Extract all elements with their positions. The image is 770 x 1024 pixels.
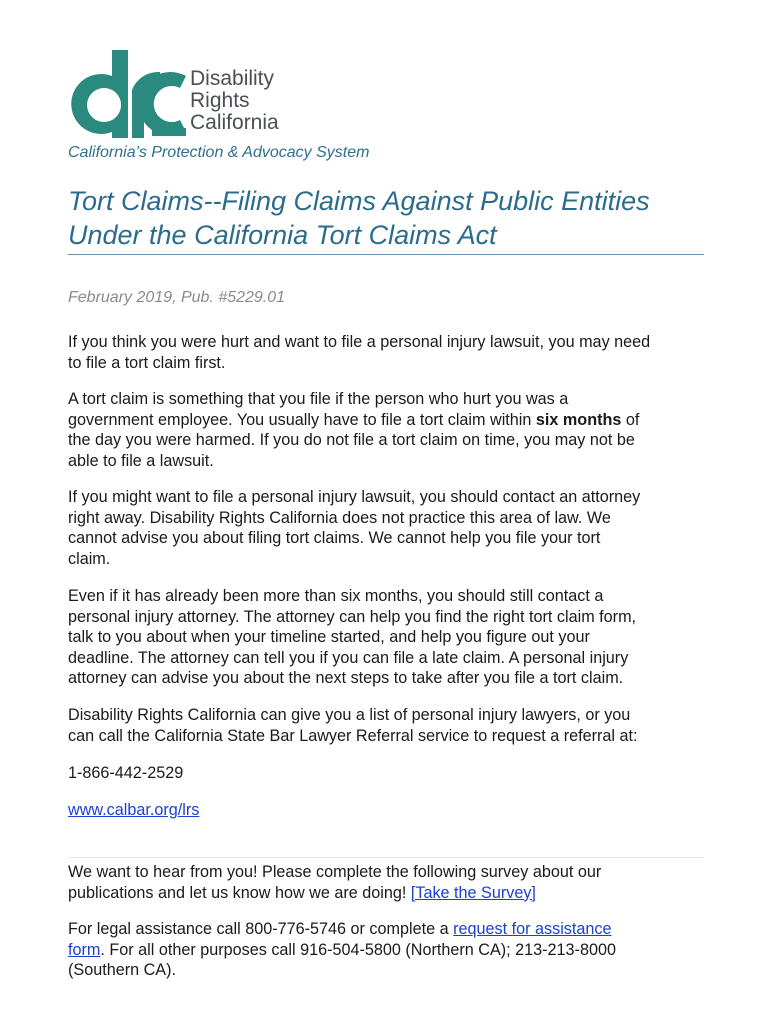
contact-paragraph [68, 919, 708, 981]
title-line-2: Under the California Tort Claims Act [68, 220, 497, 250]
logo-line-1: Disability [190, 67, 275, 90]
title-divider [68, 254, 704, 255]
text-line [68, 883, 708, 904]
text-line [68, 940, 708, 961]
paragraph-1 [68, 332, 708, 373]
text-line: personal injury attorney. The attorney can help you find the right tort claim form, [68, 607, 637, 626]
referral-phone: 1-866-442-2529 [68, 764, 184, 782]
title-line-1: Tort Claims--Filing Claims Against Public Entities [68, 186, 650, 216]
section-divider [68, 857, 704, 858]
text-line: talk to you about when your timeline started, and help you figure out your [68, 628, 590, 647]
emphasis-six-months: six months [535, 410, 622, 429]
text-line: to file a tort claim first. [68, 353, 226, 372]
text-line: (Southern CA). [68, 961, 176, 980]
logo-wordmark [190, 68, 279, 134]
request-assistance-link[interactable]: request for assistance [453, 920, 612, 938]
text-line: We want to hear from you! Please complete the following survey about our [68, 863, 602, 881]
paragraph-4 [68, 586, 708, 689]
paragraph-5 [68, 705, 708, 746]
logo-line-2: Rights [190, 89, 250, 112]
text-span: of [621, 410, 640, 429]
text-line: deadline. The attorney can tell you if you can file a late claim. A personal injury [68, 648, 629, 667]
text-line: attorney can advise you about the next steps to take after you file a tort claim. [68, 669, 624, 688]
logo-line-3: California [190, 111, 279, 134]
publication-date: February 2019, Pub. #5229.01 [68, 289, 286, 306]
drc-logo [68, 46, 308, 146]
text-span: government employee. You usually have to file a tort claim within [68, 410, 536, 429]
text-line: able to file a lawsuit. [68, 451, 214, 470]
request-assistance-link-cont[interactable]: form [68, 940, 101, 959]
text-span: . For all other purposes call 916-504-5800 (Northern CA); 213-213-8000 [100, 940, 616, 959]
text-line: If you might want to file a personal injury lawsuit, you should contact an attorney [68, 488, 641, 506]
calbar-link[interactable]: www.calbar.org/lrs [68, 801, 200, 819]
paragraph-2 [68, 389, 708, 471]
tagline: California’s Protection & Advocacy System [68, 144, 370, 161]
text-line: the day you were harmed. If you do not file a tort claim on time, you may not be [68, 431, 635, 450]
text-line: A tort claim is something that you file if the person who hurt you was a [68, 390, 569, 408]
text-line [68, 919, 708, 940]
page-title [68, 184, 708, 252]
text-span: For legal assistance call 800-776-5746 or complete a [68, 920, 454, 938]
text-line: right away. Disability Rights California does not practice this area of law. We [68, 508, 611, 527]
paragraph-3 [68, 487, 708, 569]
take-survey-link[interactable]: [Take the Survey] [410, 883, 536, 902]
text-line: If you think you were hurt and want to file a personal injury lawsuit, you may need [68, 333, 651, 351]
text-line [68, 410, 708, 431]
text-line: cannot advise you about filing tort claims. We cannot help you file your tort [68, 529, 601, 548]
text-line: Disability Rights California can give you a list of personal injury lawyers, or you [68, 706, 631, 724]
text-line: can call the California State Bar Lawyer Referral service to request a referral at: [68, 726, 638, 745]
survey-paragraph [68, 862, 708, 903]
text-line: claim. [68, 549, 111, 568]
drc-logo-mark [68, 46, 188, 142]
calbar-link-line [68, 800, 708, 821]
text-line: Even if it has already been more than six months, you should still contact a [68, 587, 604, 605]
text-span: publications and let us know how we are doing! [68, 883, 411, 902]
